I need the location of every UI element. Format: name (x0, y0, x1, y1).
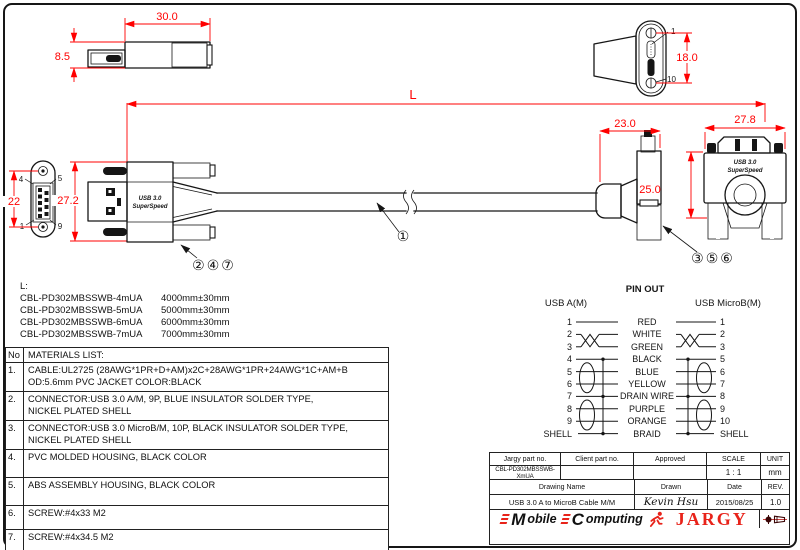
usb3-text-line1: USB 3.0 (733, 160, 757, 166)
pin-right-3: 5 (720, 354, 726, 364)
usb3-text-line2: SuperSpeed (727, 168, 763, 174)
usb3-text-line1: USB 3.0 (138, 196, 162, 202)
pin-10-label: 10 (667, 75, 676, 84)
title-block-value-row2 (490, 495, 789, 510)
jargy-part-label: Jargy part no. (490, 453, 561, 465)
usb3-text-line2: SuperSpeed (132, 204, 168, 210)
pin-left-2: 3 (566, 342, 572, 352)
materials-row: 1. CABLE:UL2725 (28AWG*1PR+D+AM)x2C+28AWG*1PR+24AWG*1C+AM+B OD:5.6mm PVC JACKET COLOR:BLACK (6, 362, 388, 391)
length-row: CBL-PD302MBSSWB-6mUA 6000mm±30mm (20, 317, 230, 328)
pin-right-6: 8 (720, 391, 726, 401)
drawn-label: Drawn (635, 480, 708, 494)
date-value: 2015/08/25 (708, 495, 762, 509)
unit-label: UNIT (766, 455, 784, 463)
pin-4-label: 4 (18, 175, 24, 184)
title-block-header-row2 (490, 480, 789, 495)
pin-left-5: 6 (566, 379, 572, 389)
svg-text:③⑤⑥: ③⑤⑥ (691, 251, 735, 267)
materials-row: 3. CONNECTOR:USB 3.0 MicroB/M, 10P, BLACK INSULATOR SOLDER TYPE, NICKEL PLATED SHELL (6, 420, 388, 449)
wire-color-7: PURPLE (628, 404, 666, 414)
title-block-logo-row (490, 510, 789, 528)
materials-list (5, 347, 389, 550)
dim-label-23: 23.0 (614, 118, 636, 130)
pin-left-6: 7 (566, 391, 572, 401)
materials-row: 2. CONNECTOR:USB 3.0 A/M, 9P, BLUE INSULATOR SOLDER TYPE, NICKEL PLATED SHELL (6, 391, 388, 420)
pin-9-label: 9 (57, 222, 63, 231)
wire-color-3: BLACK (632, 354, 662, 364)
drawn-signature: Kevin Hsu (635, 495, 708, 509)
usb-a-plug-side-view (88, 42, 212, 68)
title-block (489, 452, 790, 545)
pinout-right-wiring (676, 322, 716, 435)
pin-5-label: 5 (57, 174, 63, 183)
dim-b-front-height (639, 152, 707, 218)
dim-b-front-width (705, 114, 785, 149)
pin-left-9: SHELL (543, 429, 572, 439)
rev-value: 1.0 (769, 497, 782, 507)
usb-microb-end-view (594, 21, 676, 96)
pin-1-label: 1 (671, 27, 676, 36)
usb-microb-front-view (704, 137, 786, 239)
svg-text:②④⑦: ②④⑦ (192, 258, 236, 274)
pinout-title: PIN OUT (625, 284, 665, 295)
length-row: CBL-PD302MBSSWB-4mUA 4000mm±30mm (20, 293, 230, 304)
projection-symbol-icon (763, 512, 787, 527)
date-label: Date (708, 480, 762, 494)
dim-label-8-5: 8.5 (54, 51, 70, 63)
length-row: CBL-PD302MBSSWB-7mUA 7000mm±30mm (20, 329, 230, 340)
pin-1-face-label: 1 (19, 222, 25, 231)
cable (217, 190, 597, 214)
callout-a-connector (181, 245, 236, 274)
pinout-diagram (543, 284, 761, 439)
wire-color-8: ORANGE (627, 416, 667, 426)
pin-right-7: 9 (720, 404, 726, 414)
materials-row: 7. SCREW:#4x34.5 M2 (6, 529, 388, 550)
scale-value: 1 : 1 (707, 466, 761, 479)
dim-label-25: 25.0 (639, 184, 661, 196)
computing-rest: omputing (585, 511, 643, 526)
pin-right-5: 7 (720, 379, 726, 389)
mobile-rest: obile (527, 511, 557, 526)
wire-color-5: YELLOW (628, 379, 666, 389)
wire-color-6: DRAIN WIRE (620, 391, 674, 401)
runner-icon (648, 511, 665, 528)
dim-label-22: 22 (7, 196, 21, 208)
unit-value: mm (768, 468, 782, 477)
scale-label: SCALE (707, 453, 761, 465)
speed-lines-icon (499, 514, 510, 525)
computing-initial: C (571, 510, 584, 528)
materials-row: 4. PVC MOLDED HOUSING, BLACK COLOR (6, 449, 388, 477)
approved-label: Approved (634, 453, 707, 465)
rev-label: REV. (767, 483, 784, 491)
pinout-left-header: USB A(M) (544, 298, 588, 309)
mobile-initial: M (511, 510, 526, 528)
jargy-part-value: CBL-PD302MBSSWB-XmUA (490, 466, 561, 479)
pinout-right-header: USB MicroB(M) (695, 298, 761, 309)
drawing-name-value: USB 3.0 A to MicroB Cable M/M (490, 495, 635, 509)
wire-color-0: RED (637, 317, 657, 327)
wire-color-2: GREEN (630, 342, 664, 352)
dim-label-27-2: 27.2 (57, 195, 79, 207)
dim-b-side-width (600, 118, 660, 182)
materials-row: 5. ABS ASSEMBLY HOUSING, BLACK COLOR (6, 477, 388, 505)
materials-no-header: No (6, 348, 24, 362)
callout-b-connector (663, 226, 735, 267)
pin-right-2: 3 (720, 342, 726, 352)
approved-value (634, 466, 707, 479)
speed-lines-icon (560, 514, 571, 525)
client-part-value (561, 466, 634, 479)
materials-row: 6. SCREW:#4x33 M2 (6, 505, 388, 529)
client-part-label: Client part no. (561, 453, 634, 465)
dim-label-30: 30.0 (156, 11, 178, 23)
pin-right-9: SHELL (720, 429, 749, 439)
drawing-name-label: Drawing Name (490, 480, 635, 494)
pin-left-8: 9 (566, 416, 572, 426)
pin-left-1: 2 (566, 329, 572, 339)
dim-label-27-8: 27.8 (734, 114, 756, 126)
usb-a-connector-assembly (88, 162, 217, 242)
length-row: CBL-PD302MBSSWB-5mUA 5000mm±30mm (20, 305, 230, 316)
company-logo (490, 510, 760, 528)
wire-color-4: BLUE (635, 367, 659, 377)
pin-right-1: 2 (720, 329, 726, 339)
materials-header (6, 348, 388, 362)
dim-label-18: 18.0 (676, 52, 698, 64)
pin-right-4: 6 (720, 367, 726, 377)
wire-color-1: WHITE (632, 329, 662, 339)
dim-a-plug-length (125, 11, 210, 41)
pin-left-4: 5 (566, 367, 572, 377)
projection-symbol-cell (760, 510, 789, 528)
svg-text:①: ① (396, 229, 412, 245)
callout-cable (377, 203, 411, 245)
title-block-header-row (490, 453, 789, 466)
jargy-logo: JARGY (675, 510, 748, 528)
pin-right-0: 1 (720, 317, 726, 327)
materials-title: MATERIALS LIST: (28, 350, 104, 360)
dim-cable-length (127, 87, 765, 162)
pin-left-7: 8 (566, 404, 572, 414)
dim-label-L: L (409, 87, 417, 102)
pin-left-0: 1 (566, 317, 572, 327)
usb-a-face-pins (38, 188, 49, 218)
pin-right-8: 10 (720, 416, 731, 426)
title-block-value-row (490, 466, 789, 480)
length-variants (20, 281, 230, 341)
pinout-left-wiring (576, 322, 618, 435)
wire-color-9: BRAID (633, 429, 661, 439)
length-list-heading: L: (20, 281, 28, 292)
pin-left-3: 4 (566, 354, 572, 364)
